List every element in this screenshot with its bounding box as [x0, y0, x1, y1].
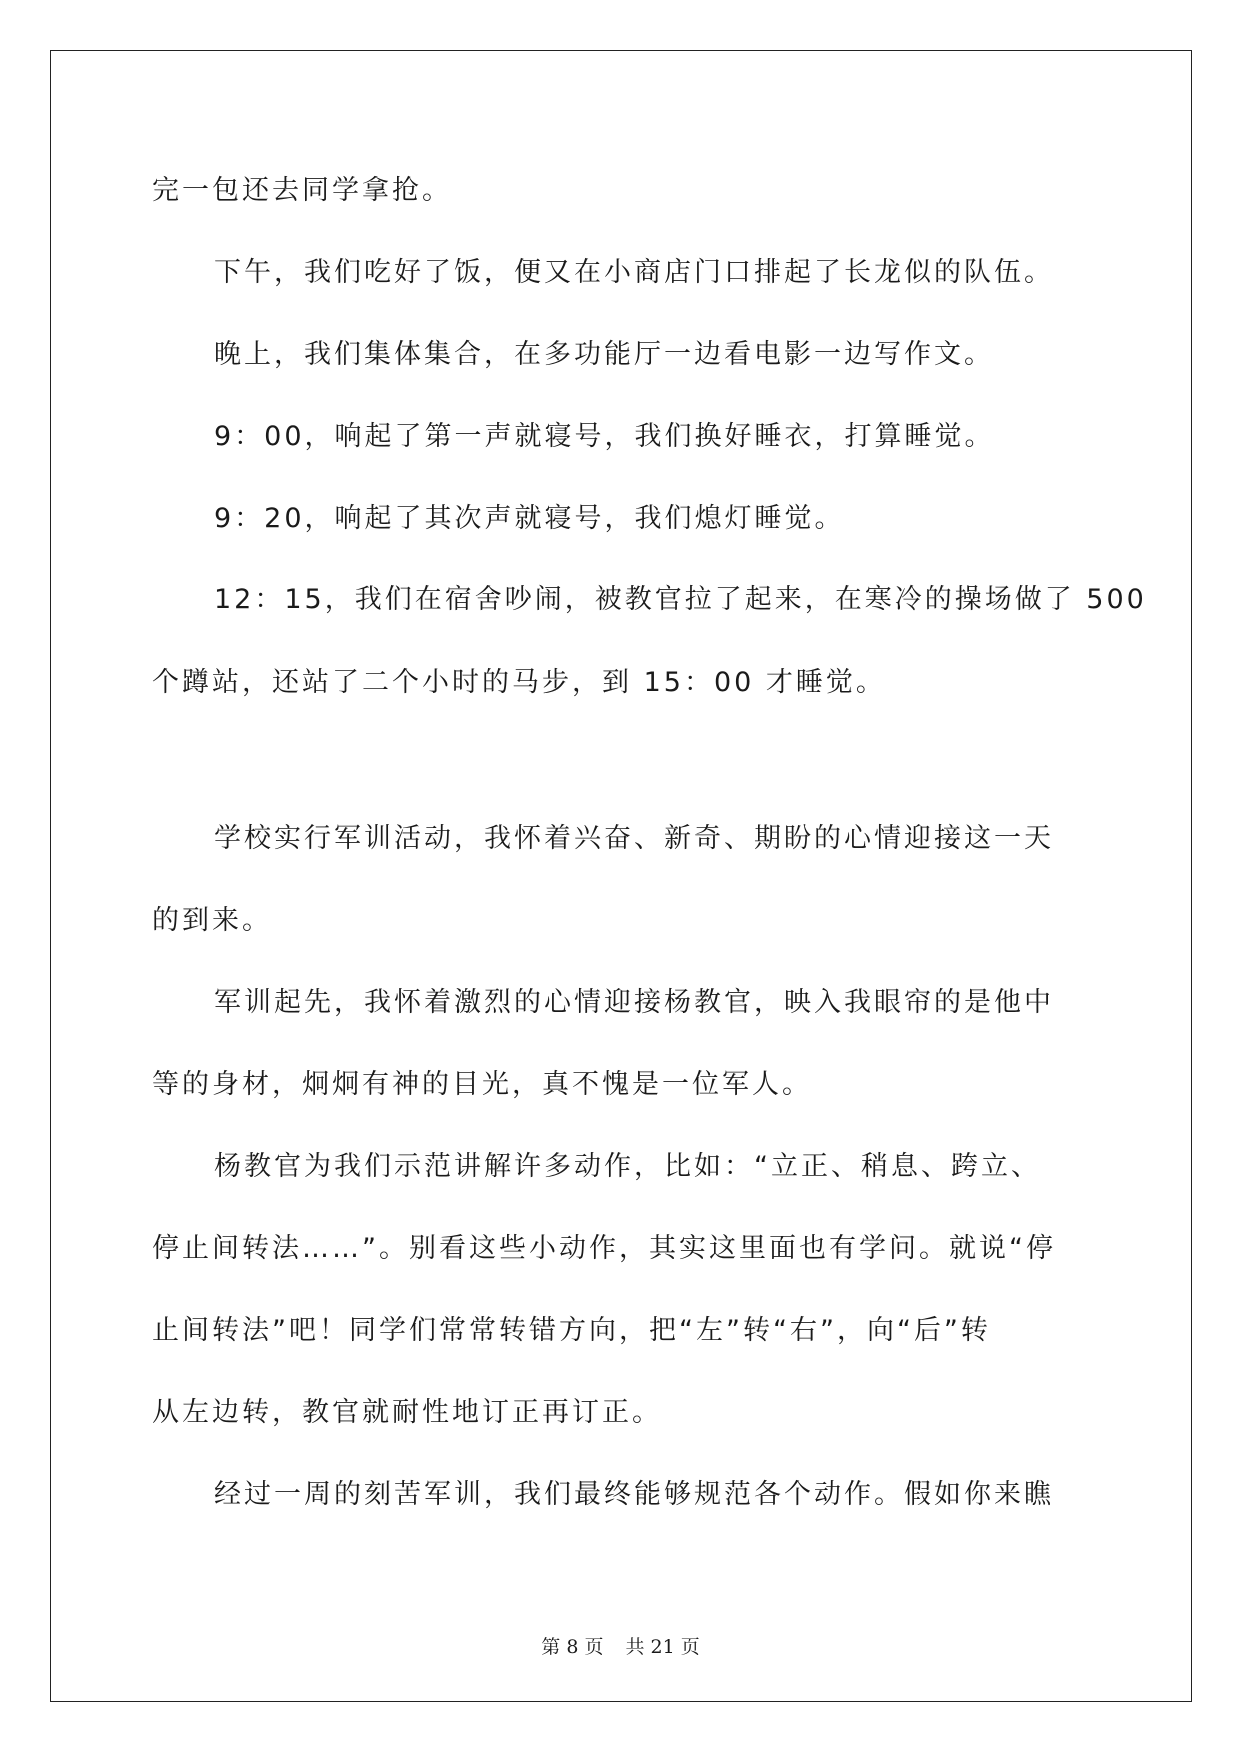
page-border	[50, 50, 1192, 1702]
text-line: 止间转法”吧！同学们常常转错方向，把“左”转“右”，向“后”转	[152, 1315, 991, 1346]
text-line: 等的身材，炯炯有神的目光，真不愧是一位军人。	[152, 1069, 812, 1100]
text-line: 完一包还去同学拿抢。	[152, 175, 452, 206]
page-footer	[0, 1635, 1241, 1659]
text-line: 经过一周的刻苦军训，我们最终能够规范各个动作。假如你来瞧	[214, 1479, 1054, 1510]
text-line: 下午，我们吃好了饭，便又在小商店门口排起了长龙似的队伍。	[214, 257, 1054, 288]
page-number: 第 8 页	[541, 1636, 604, 1658]
text-line: 军训起先，我怀着激烈的心情迎接杨教官，映入我眼帘的是他中	[214, 987, 1054, 1018]
page-total: 共 21 页	[625, 1636, 700, 1658]
text-line: 的到来。	[152, 905, 272, 936]
text-line: 12：15，我们在宿舍吵闹，被教官拉了起来，在寒冷的操场做了 500	[214, 584, 1147, 615]
text-line: 9：20，响起了其次声就寝号，我们熄灯睡觉。	[214, 503, 845, 534]
text-line: 晚上，我们集体集合，在多功能厅一边看电影一边写作文。	[214, 339, 994, 370]
text-line: 从左边转，教官就耐性地订正再订正。	[152, 1397, 662, 1428]
text-line: 9：00，响起了第一声就寝号，我们换好睡衣，打算睡觉。	[214, 421, 995, 452]
text-line: 个蹲站，还站了二个小时的马步，到 15：00 才睡觉。	[152, 667, 886, 698]
text-line: 停止间转法……”。别看这些小动作，其实这里面也有学问。就说“停	[152, 1233, 1056, 1264]
text-line: 杨教官为我们示范讲解许多动作，比如：“立正、稍息、跨立、	[214, 1151, 1041, 1182]
text-line: 学校实行军训活动，我怀着兴奋、新奇、期盼的心情迎接这一天	[214, 823, 1054, 854]
